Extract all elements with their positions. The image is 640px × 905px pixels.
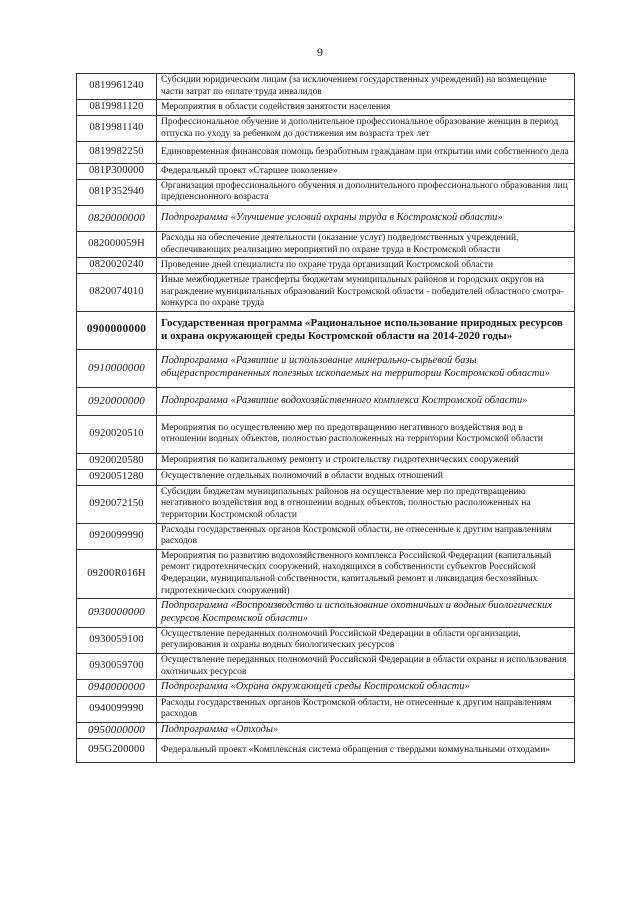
expense-name: Расходы на обеспечение деятельности (оказание услуг) подведомственных учреждений, обеспечивающих реализацию мероприятий по охране труда в Костромской области — [157, 232, 575, 258]
table-row — [77, 415, 575, 453]
expense-name: Проведение дней специалиста по охране труда организаций Костромской области — [157, 258, 575, 274]
table-row — [77, 523, 575, 549]
table-row — [77, 115, 575, 141]
target-article-code: 0819981120 — [77, 100, 157, 116]
table-body — [77, 74, 575, 763]
expense-name: Подпрограмма «Воспроизводство и использование охотничьих и водных биологических ресурсов Костромской области» — [157, 599, 575, 628]
expense-name: Субсидии юридическим лицам (за исключением государственных учреждений) на возмещение части затрат по оплате труда инвалидов — [157, 74, 575, 100]
expense-name: Мероприятия по развитию водохозяйственного комплекса Российской Федерации (капитальный ремонт гидротехнических сооружений, находящихся в собственности субъектов Российской Федерации, муниципальной собственности, капитальный ремонт и ликвидация бесхозяйных гидротехнических сооружений) — [157, 549, 575, 598]
table-row — [77, 74, 575, 100]
table-row — [77, 696, 575, 722]
table-row — [77, 311, 575, 349]
table-row — [77, 258, 575, 274]
expense-name: Подпрограмма «Развитие водохозяйственного комплекса Костромской области» — [157, 387, 575, 415]
expense-name: Подпрограмма «Отходы» — [157, 722, 575, 738]
target-article-code: 0930059100 — [77, 627, 157, 653]
target-article-code: 0819961240 — [77, 74, 157, 100]
target-article-code: 0920020510 — [77, 415, 157, 453]
expense-name: Иные межбюджетные трансферты бюджетам муниципальных районов и городских округов на награждение муниципальных образований Костромской области - победителей областного смотра-конкурса по охране труда — [157, 274, 575, 312]
table-row — [77, 653, 575, 679]
target-article-code: 09200R016Н — [77, 549, 157, 598]
expense-name: Мероприятия по осуществлению мер по предотвращению негативного воздействия вод в отношении водных объектов, полностью расположенных на территории Костромской области — [157, 415, 575, 453]
table-row — [77, 722, 575, 738]
table-row — [77, 100, 575, 116]
page-number: 9 — [317, 45, 323, 59]
table-row — [77, 142, 575, 164]
table-row — [77, 599, 575, 628]
expense-name: Осуществление переданных полномочий Российской Федерации в области организации, регулирования и охраны водных биологических ресурсов — [157, 627, 575, 653]
target-article-code: 0819982250 — [77, 142, 157, 164]
target-article-code: 0950000000 — [77, 722, 157, 738]
target-article-code: 081P352940 — [77, 179, 157, 205]
expense-name: Единовременная финансовая помощь безработным гражданам при открытии ими собственного дела — [157, 142, 575, 164]
table-row — [77, 387, 575, 415]
target-article-code: 0930059700 — [77, 653, 157, 679]
table-row — [77, 274, 575, 312]
table-row — [77, 232, 575, 258]
target-article-code: 0820074010 — [77, 274, 157, 312]
target-article-code: 0930000000 — [77, 599, 157, 628]
target-article-code: 0900000000 — [77, 311, 157, 349]
target-article-code: 0920000000 — [77, 387, 157, 415]
table-row — [77, 627, 575, 653]
target-article-code: 082000059Н — [77, 232, 157, 258]
table-row — [77, 179, 575, 205]
expense-name: Федеральный проект «Комплексная система обращения с твердыми коммунальными отходами» — [157, 739, 575, 763]
target-article-code: 0920099990 — [77, 523, 157, 549]
target-article-code: 0920051280 — [77, 469, 157, 485]
target-article-code: 0820020240 — [77, 258, 157, 274]
target-article-code: 095G200000 — [77, 739, 157, 763]
target-article-code: 0910000000 — [77, 349, 157, 387]
expense-name: Подпрограмма «Улучшение условий охраны труда в Костромской области» — [157, 206, 575, 232]
expense-name: Осуществление отдельных полномочий в области водных отношений — [157, 469, 575, 485]
expense-name: Мероприятия по капитальному ремонту и строительству гидротехнических сооружений — [157, 453, 575, 469]
table-row — [77, 164, 575, 180]
table-row — [77, 349, 575, 387]
expense-name: Субсидии бюджетам муниципальных районов на осуществление мер по предотвращению негативного воздействия вод в отношении водных объектов, полностью расположенных на территории Костромской области — [157, 485, 575, 523]
target-article-code: 0940099990 — [77, 696, 157, 722]
expense-name: Расходы государственных органов Костромской области, не отнесенные к другим направлениям расходов — [157, 696, 575, 722]
table-row — [77, 206, 575, 232]
expense-name: Подпрограмма «Охрана окружающей среды Костромской области» — [157, 680, 575, 696]
table-row — [77, 485, 575, 523]
expense-name: Расходы государственных органов Костромской области, не отнесенные к другим направлениям расходов — [157, 523, 575, 549]
target-article-code: 0920020580 — [77, 453, 157, 469]
expense-name: Государственная программа «Рациональное использование природных ресурсов и охрана окружающей среды Костромской области на 2014-2020 годы» — [157, 311, 575, 349]
table-row — [77, 469, 575, 485]
table-row — [77, 739, 575, 763]
expense-name: Федеральный проект «Старшее поколение» — [157, 164, 575, 180]
table-row — [77, 453, 575, 469]
target-article-code: 081P300000 — [77, 164, 157, 180]
expense-name: Подпрограмма «Развитие и использование минерально-сырьевой базы общераспространенных полезных ископаемых на территории Костромской области» — [157, 349, 575, 387]
expense-name: Профессиональное обучение и дополнительное профессиональное образование женщин в период отпуска по уходу за ребенком до достижения им возраста трех лет — [157, 115, 575, 141]
table-row — [77, 680, 575, 696]
target-article-code: 0920072150 — [77, 485, 157, 523]
table-row — [77, 549, 575, 598]
target-article-code: 0820000000 — [77, 206, 157, 232]
target-article-code: 0819981140 — [77, 115, 157, 141]
expense-name: Мероприятия в области содействия занятости населения — [157, 100, 575, 116]
target-article-code: 0940000000 — [77, 680, 157, 696]
budget-classification-table — [76, 73, 575, 763]
expense-name: Осуществление переданных полномочий Российской Федерации в области охраны и использования охотничьих ресурсов — [157, 653, 575, 679]
expense-name: Организация профессионального обучения и дополнительного профессионального образования лиц предпенсионного возраста — [157, 179, 575, 205]
